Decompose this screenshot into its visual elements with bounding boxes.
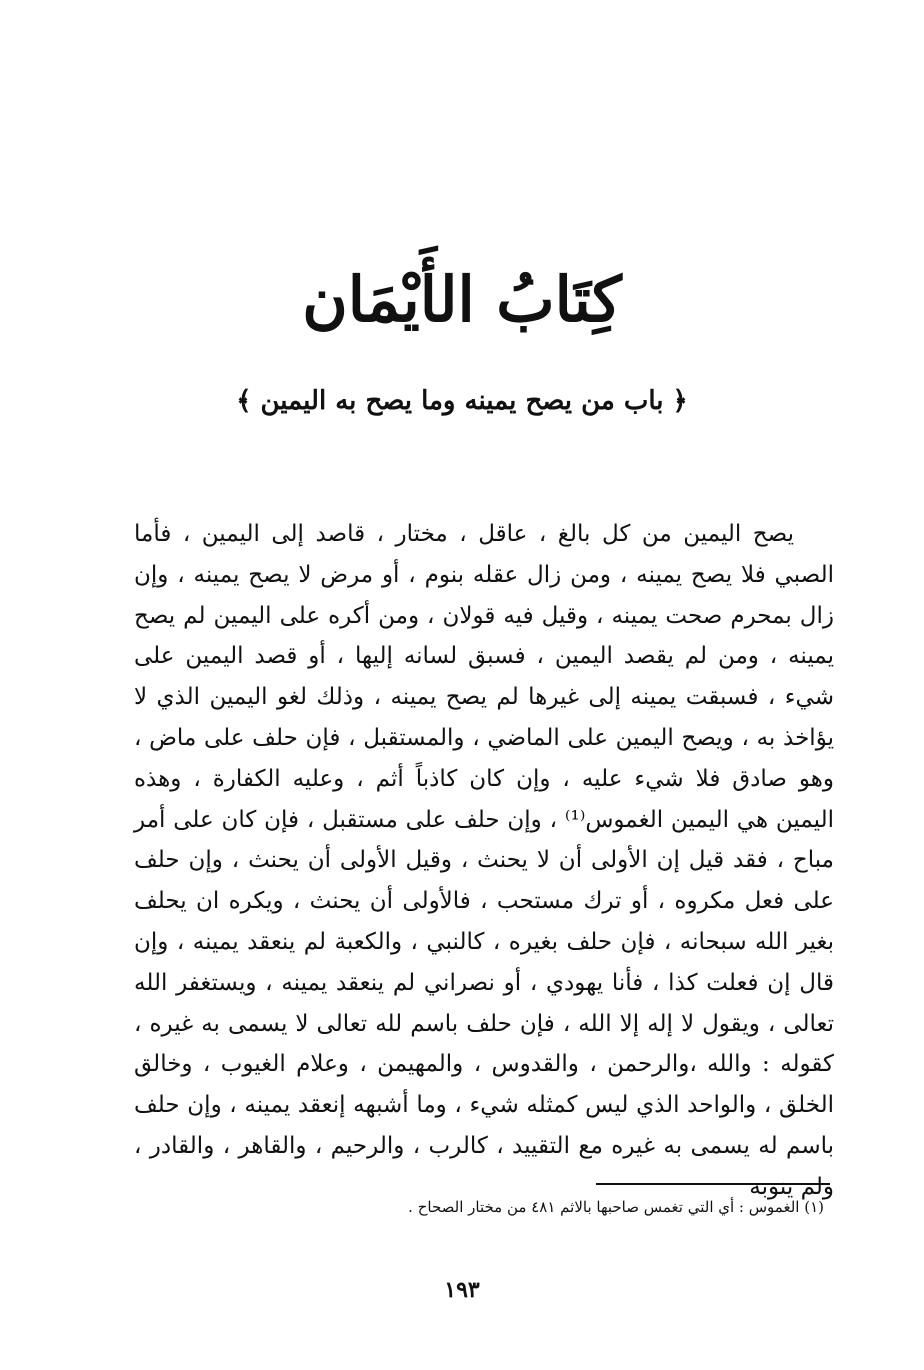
book-title: كِتَابُ الأَيْمَان <box>302 263 622 336</box>
page-number: ١٩٣ <box>444 1277 480 1303</box>
chapter-title: ﴿ باب من يصح يمينه وما يصح به اليمين ﴾ <box>236 386 688 416</box>
footnote-divider <box>596 1183 830 1185</box>
body-text-block <box>134 514 834 1208</box>
body-paragraph: يصح اليمين من كل بالغ ، عاقل ، مختار ، قاصد إلى اليمين ، فأما الصبي فلا يصح يمينه ، ومن زال عقله بنوم ، أو مرض لا يصح يمينه ، وإن زال بمحرم صحت يمينه ، وقيل فيه قولان ، ومن أكره على اليمين لم يصح يمينه ، ومن لم يقصد اليمين ، فسبق لسانه إليها ، أو قصد اليمين على شيء ، فسبقت يمينه إلى غيرها لم يصح يمينه ، وذلك لغو اليمين الذي لا يؤاخذ به ، ويصح اليمين على الماضي ، والمستقبل ، فإن حلف على ماض ، وهو صادق فلا شيء عليه ، وإن كان كاذباً أثم ، وعليه الكفارة ، وهذه اليمين هي اليمين الغموس⁽¹⁾ ، وإن حلف على مستقبل ، فإن كان على أمر مباح ، فقد قيل إن الأولى أن لا يحنث ، وقيل الأولى أن يحنث ، وإن حلف على فعل مكروه ، أو ترك مستحب ، فالأولى أن يحنث ، ويكره ان يحلف بغير الله سبحانه ، فإن حلف بغيره ، كالنبي ، والكعبة لم ينعقد يمينه ، وإن قال إن فعلت كذا ، فأنا يهودي ، أو نصراني لم ينعقد يمينه ، ويستغفر الله تعالى ، ويقول لا إله إلا الله ، فإن حلف باسم لله تعالى لا يسمى به غيره ، كقوله : والله ،والرحمن ، والقدوس ، والمهيمن ، وعلام الغيوب ، وخالق الخلق ، والواحد الذي ليس كمثله شيء ، وما أشبهه إنعقد يمينه ، وإن حلف باسم له يسمى به غيره مع التقييد ، كالرب ، والرحيم ، والقاهر ، والقادر ، ولم ينوبه <box>134 521 834 1200</box>
footnote: (١) الغموس : أي التي تغمس صاحبها بالاثم ٤٨١ من مختار الصحاح . <box>408 1198 824 1216</box>
